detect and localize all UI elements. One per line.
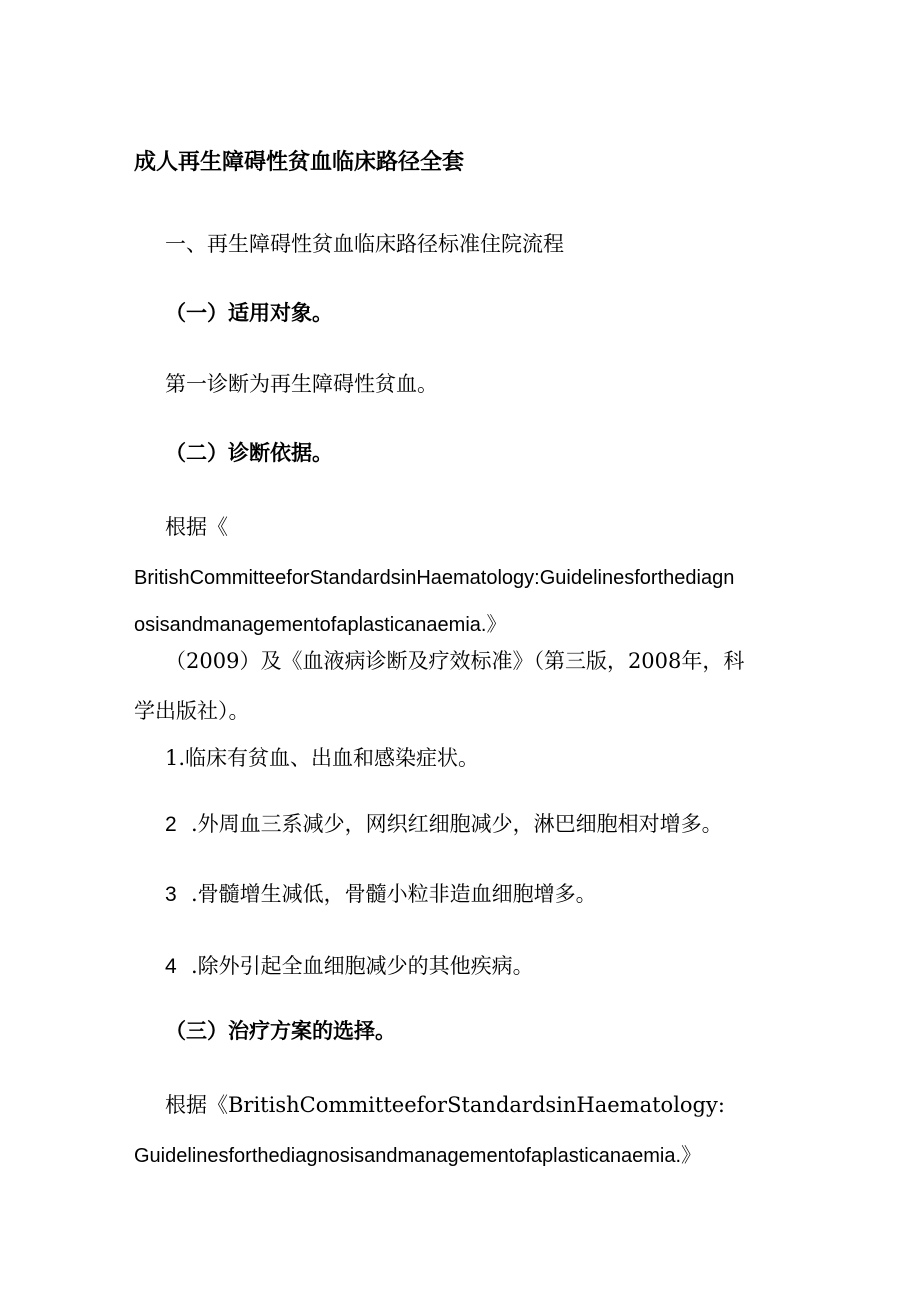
list-item-number: 3 xyxy=(165,883,177,906)
paragraph-diagnosis-line-4: （2009）及《血液病诊断及疗效标准》（第三版，2008年，科 xyxy=(165,649,745,673)
list-item-number: 1. xyxy=(165,746,186,770)
list-item-number: 4 xyxy=(165,955,177,978)
subsection-heading-applicable-subjects: （一）适用对象。 xyxy=(165,301,333,325)
list-item xyxy=(165,743,479,773)
list-item xyxy=(165,951,534,982)
paragraph-treatment-line-2: Guidelinesforthediagnosisandmanagementofaplasticanaemia.》 xyxy=(134,1145,702,1167)
document-title: 成人再生障碍性贫血临床路径全套 xyxy=(134,150,465,175)
paragraph-first-diagnosis: 第一诊断为再生障碍性贫血。 xyxy=(165,372,438,396)
subsection-heading-diagnosis-basis: （二）诊断依据。 xyxy=(165,441,333,465)
list-item-number: 2 xyxy=(165,813,177,836)
paragraph-diagnosis-line-1: 根据《 xyxy=(165,515,228,539)
list-item-text: .骨髓增生减低，骨髓小粒非造血细胞增多。 xyxy=(191,882,597,906)
list-item-text: .外周血三系减少，网织红细胞减少，淋巴细胞相对增多。 xyxy=(191,812,723,836)
list-item xyxy=(165,809,723,840)
subsection-heading-treatment-plan: （三）治疗方案的选择。 xyxy=(165,1019,396,1043)
list-item-text: .除外引起全血细胞减少的其他疾病。 xyxy=(191,954,534,978)
list-item xyxy=(165,879,597,910)
paragraph-diagnosis-line-2: BritishCommitteeforStandardsinHaematology:Guidelinesforthediagn xyxy=(134,567,735,589)
paragraph-diagnosis-line-5: 学出版社）。 xyxy=(134,699,250,723)
list-item-text: 临床有贫血、出血和感染症状。 xyxy=(185,746,480,770)
paragraph-diagnosis-line-3: osisandmanagementofaplasticanaemia.》 xyxy=(134,614,507,636)
paragraph-treatment-line-1: 根据《BritishCommitteeforStandardsinHaematology: xyxy=(165,1093,725,1117)
section-heading-1: 一、再生障碍性贫血临床路径标准住院流程 xyxy=(165,232,564,256)
